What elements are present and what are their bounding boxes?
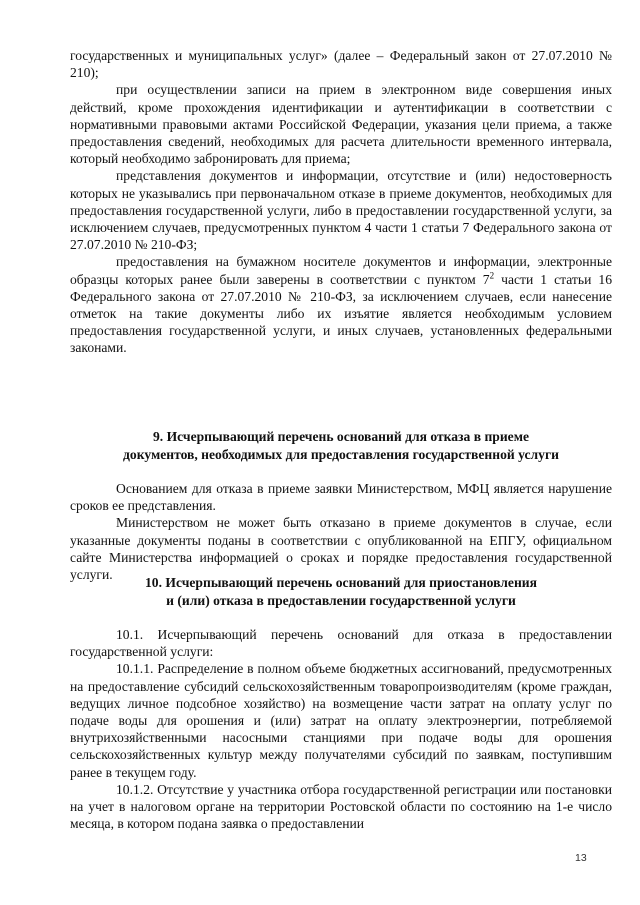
section-9-heading-line-2: документов, необходимых для предоставления государственной услуги: [123, 447, 559, 462]
section-10-body: [70, 626, 612, 832]
paragraph-4-after: части 1 статьи 16 Федерального закона от 27.07.2010 № 210-ФЗ, за исключением случаев, если нанесение отметок на такие документы либо их изъятие является необходимым условием предоставления государственной услуги, и иных случаев, установленных федеральными законами.: [70, 271, 612, 356]
section-9-paragraph-1: Основанием для отказа в приеме заявки Министерством, МФЦ является нарушение сроков ее представления.: [70, 481, 612, 514]
paragraph-3: представления документов и информации, отсутствие и (или) недостоверность которых не указывались при первоначальном отказе в приеме документов, необходимых для предоставления государственной услуги, либо в предоставлении государственной услуги, за исключением случаев, предусмотренных пунктом 4 части 1 статьи 7 Федерального закона от 27.07.2010 № 210-ФЗ;: [70, 168, 612, 253]
section-9-body: [70, 480, 612, 583]
section-9-paragraph-2: Министерством не может быть отказано в приеме документов в случае, если указанные документы поданы в соответствии с опубликованной на ЕПГУ, официальном сайте Министерства информацией о сроках и порядке предоставления государственной услуги.: [70, 515, 612, 583]
paragraph-4-superscript: 2: [489, 270, 495, 281]
paragraph-2: при осуществлении записи на прием в электронном виде совершения иных действий, кроме прохождения идентификации и аутентификации в соответствии с нормативными правовыми актами Российской Федерации, указания цели приема, а также предоставления сведений, необходимых для расчета длительности временного интервала, который необходимо забронировать для приема;: [70, 82, 612, 167]
section-10-heading-line-2: и (или) отказа в предоставлении государственной услуги: [166, 593, 516, 608]
paragraph-1: государственных и муниципальных услуг» (далее – Федеральный закон от 27.07.2010 № 210);: [70, 48, 612, 81]
paragraph-4: [70, 253, 612, 356]
section-10-paragraph-2: 10.1.1. Распределение в полном объеме бюджетных ассигнований, предусмотренных на предоставление субсидий сельскохозяйственным товаропроизводителям (кроме граждан, ведущих личное подсобное хозяйство) на возмещение части затрат на оплату услуг по подаче воды для орошения и (или) затрат на оплату электроэнергии, потребляемой внутрихозяйственными насосными станциями при подаче воды для орошения сельскохозяйственных культур между получателями субсидий по заявкам, поступившим ранее в текущем году.: [70, 661, 612, 780]
page-number: 13: [575, 852, 587, 864]
section-10-heading-line-1: 10. Исчерпывающий перечень оснований для приостановления: [145, 575, 537, 590]
section-9-heading-line-1: 9. Исчерпывающий перечень оснований для отказа в приеме: [152, 429, 530, 444]
top-text-block: [70, 47, 612, 357]
section-10-paragraph-1: 10.1. Исчерпывающий перечень оснований для отказа в предоставлении государственной услуги:: [70, 627, 612, 660]
paragraph-4-before: предоставления на бумажном носителе документов и информации, электронные образцы которых ранее были заверены в соответствии с пунктом 7: [70, 254, 612, 287]
section-9-heading: [70, 428, 612, 464]
section-10-paragraph-3: 10.1.2. Отсутствие у участника отбора государственной регистрации или постановки на учет в налоговом органе на территории Ростовской области по состоянию на 1-е число месяца, в котором подана заявка о предоставлении: [70, 781, 612, 832]
section-10-heading: [70, 574, 612, 610]
